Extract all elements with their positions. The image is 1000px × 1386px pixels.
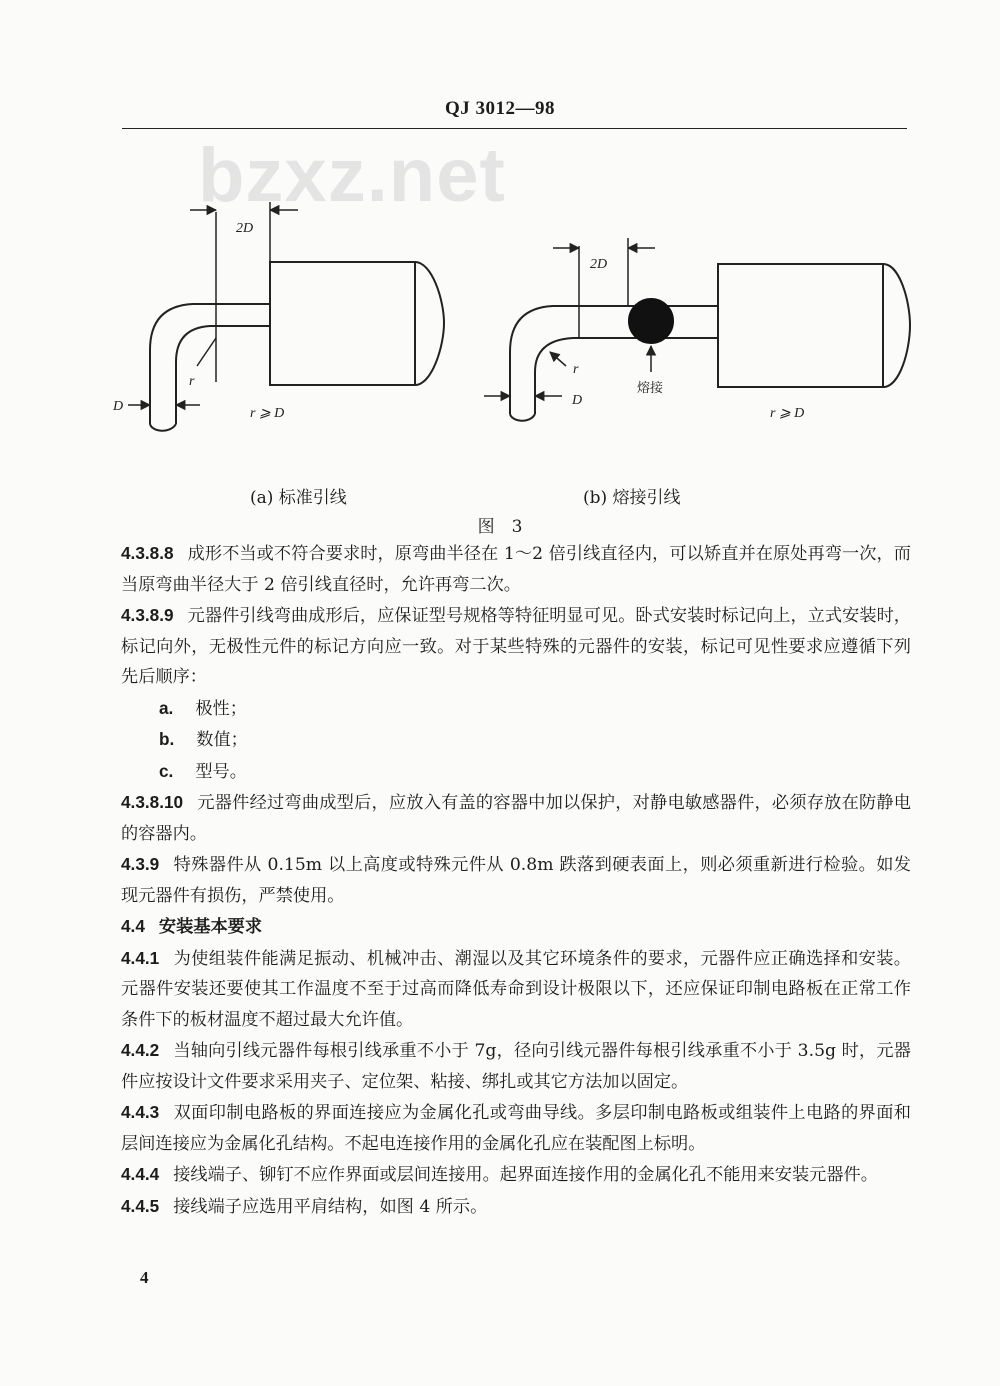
section-number: 4.4 bbox=[121, 916, 145, 936]
section-paragraph bbox=[121, 1159, 911, 1191]
body-text bbox=[121, 538, 911, 1222]
radius-pointer-b bbox=[550, 352, 566, 366]
section-text: 接线端子、铆钉不应作界面或层间连接用。起界面连接作用的金属化孔不能用来安装元器件。 bbox=[173, 1165, 878, 1185]
section-paragraph bbox=[121, 943, 911, 1036]
caption-figure-b: (b) 熔接引线 bbox=[583, 488, 681, 508]
component-end-cap-a bbox=[415, 262, 444, 385]
section-number: 4.4.2 bbox=[121, 1040, 160, 1060]
section-number: 4.4.5 bbox=[121, 1195, 160, 1216]
list-text: 数值； bbox=[196, 730, 248, 750]
section-text: 特殊器件从 0.15m 以上高度或特殊元件从 0.8m 跌落到硬表面上，则必须重新进行检验。如发现元器件有损伤，严禁使用。 bbox=[121, 855, 911, 906]
section-number: 4.3.8.8 bbox=[121, 543, 174, 563]
list-marker: b. bbox=[159, 729, 175, 749]
label-d-a: D bbox=[113, 399, 124, 414]
label-2d-b: 2D bbox=[590, 257, 608, 272]
section-heading-text: 安装基本要求 bbox=[158, 917, 263, 937]
caption-figure-a: (a) 标准引线 bbox=[250, 488, 347, 508]
section-text: 元器件经过弯曲成型后，应放入有盖的容器中加以保护，对静电敏感器件，必须存放在防静电的容器内。 bbox=[121, 793, 911, 844]
section-paragraph bbox=[121, 1097, 911, 1159]
component-end-cap-b bbox=[883, 264, 910, 387]
section-paragraph bbox=[121, 1191, 911, 1223]
section-number: 4.4.1 bbox=[121, 947, 160, 968]
list-text: 极性； bbox=[195, 698, 247, 719]
section-number: 4.4.4 bbox=[121, 1164, 160, 1184]
section-paragraph bbox=[121, 600, 911, 693]
section-text: 双面印制电路板的界面连接应为金属化孔或弯曲导线。多层印制电路板或组装件上电路的界面和层间连接应为金属化孔结构。不起电连接作用的金属化孔应在装配图上标明。 bbox=[121, 1103, 911, 1154]
radius-pointer-a bbox=[197, 338, 216, 366]
label-r-a: r bbox=[189, 374, 195, 389]
section-number: 4.3.8.9 bbox=[121, 605, 174, 625]
lead-inner-b bbox=[535, 338, 718, 414]
list-item bbox=[121, 756, 911, 788]
section-text: 成形不当或不符合要求时，原弯曲半径在 1～2 倍引线直径内，可以矫直并在原处再弯一次，而当原弯曲半径大于 2 倍引线直径时，允许再弯二次。 bbox=[121, 544, 911, 595]
section-text: 当轴向引线元器件每根引线承重不小于 7g，径向引线元器件每根引线承重不小于 3.5g 时，元器件应按设计文件要求采用夹子、定位架、粘接、绑扎或其它方法加以固定。 bbox=[121, 1041, 911, 1092]
lead-end-b bbox=[510, 414, 535, 421]
section-paragraph bbox=[121, 538, 911, 600]
watermark-text: bzxz.net bbox=[198, 133, 506, 218]
figure-b-welded-lead bbox=[484, 238, 910, 421]
lead-end-a bbox=[150, 424, 176, 431]
list-text: 型号。 bbox=[195, 761, 247, 782]
section-number: 4.3.8.10 bbox=[121, 792, 184, 812]
section-number: 4.4.3 bbox=[121, 1102, 160, 1122]
weld-joint-dot bbox=[629, 299, 673, 343]
list-marker: a. bbox=[159, 697, 174, 718]
label-condition-b: r ⩾ D bbox=[770, 406, 805, 421]
component-body-a bbox=[270, 262, 415, 385]
label-2d-a: 2D bbox=[236, 221, 254, 236]
section-text: 元器件引线弯曲成形后，应保证型号规格等特征明显可见。卧式安装时标记向上，立式安装时，标记向外，无极性元件的标记方向应一致。对于某些特殊的元器件的安装，标记可见性要求应遵循下列先后顺序： bbox=[121, 606, 911, 687]
list-item bbox=[121, 724, 911, 756]
page-number: 4 bbox=[140, 1268, 149, 1287]
document-code-header: QJ 3012—98 bbox=[444, 98, 556, 119]
label-condition-a: r ⩾ D bbox=[250, 406, 285, 421]
section-paragraph bbox=[121, 787, 911, 849]
component-body-b bbox=[718, 264, 883, 387]
section-number: 4.3.9 bbox=[121, 854, 160, 874]
figure-a-standard-lead bbox=[128, 202, 444, 431]
lead-outer-b bbox=[510, 306, 718, 414]
label-d-b: D bbox=[572, 393, 583, 408]
section-text: 为使组装件能满足振动、机械冲击、潮湿以及其它环境条件的要求，元器件应正确选择和安装。元器件安装还要使其工作温度不至于过高而降低寿命到设计极限以下，还应保证印制电路板在正常工作条件下的板材温度不超过最大允许值。 bbox=[121, 948, 911, 1030]
section-text: 接线端子应选用平肩结构，如图 4 所示。 bbox=[173, 1196, 488, 1217]
figure-title: 图 3 bbox=[477, 517, 523, 537]
list-marker: c. bbox=[159, 760, 174, 781]
label-weld: 熔接 bbox=[637, 381, 664, 396]
section-paragraph bbox=[121, 849, 911, 911]
list-item bbox=[121, 693, 911, 725]
section-heading bbox=[121, 911, 911, 943]
section-paragraph bbox=[121, 1035, 911, 1097]
figure-3-diagram bbox=[0, 0, 1000, 500]
label-r-b: r bbox=[573, 362, 579, 377]
